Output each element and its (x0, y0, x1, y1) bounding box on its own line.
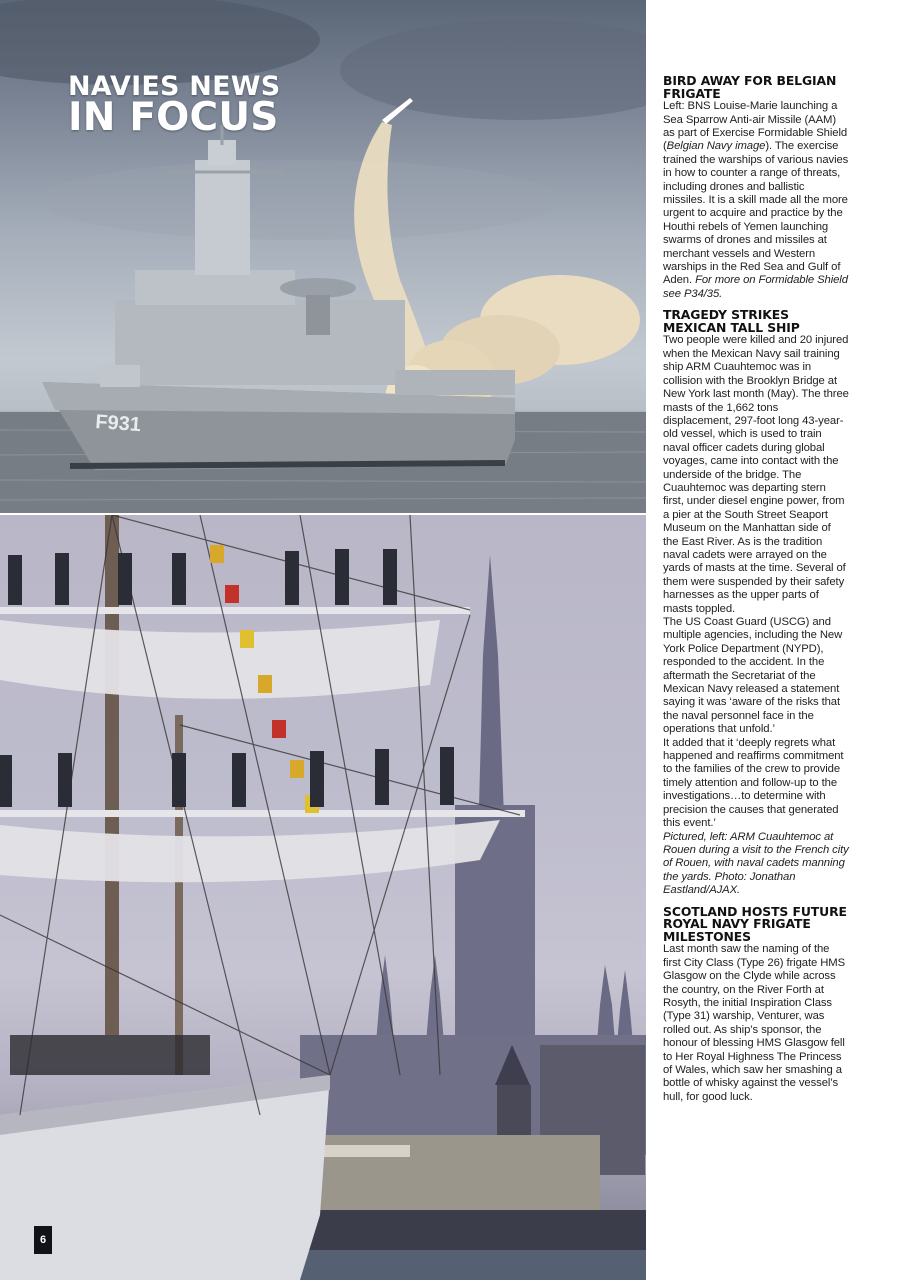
cross-reference: For more on Formidable Shield see P34/35. (663, 274, 848, 300)
masthead-line-2: IN FOCUS (68, 95, 279, 140)
news-column (663, 75, 849, 1112)
story-headline: TRAGEDY STRIKES MEXICAN TALL SHIP (663, 307, 800, 335)
story-paragraph: Last month saw the naming of the first City Class (Type 26) frigate HMS Glasgow on the Clyde while across the country, on the River Forth at Rosyth, the initial Inspiration Class (Type 31) warship, Venturer, was rolled out. As ship’s sponsor, the honour of blessing HMS Glasgow fell to Her Royal Highness The Princess of Wales, which saw her smashing a bottle of whisky against the vessel’s hull, for good luck. (663, 943, 846, 1103)
frigate-missile-photo (0, 0, 646, 513)
story-headline: SCOTLAND HOSTS FUTURE ROYAL NAVY FRIGATE MILESTONES (663, 903, 847, 944)
tall-ship-illustration (0, 515, 646, 1280)
body-text: Left: BNS Louise-Marie launching a Sea Sparrow Anti-air Missile (AAM) as part of Exercise Formidable Shield ( (663, 100, 848, 153)
caption-text: Pictured, left: ARM Cuauhtemoc at Rouen during a visit to the French city of Rouen, with naval cadets manning the yards. Photo: Jonathan Eastland/AJAX. (663, 830, 849, 897)
story-belgian-frigate (663, 75, 849, 301)
story-headline: BIRD AWAY FOR BELGIAN FRIGATE (663, 73, 837, 101)
story-body (663, 100, 849, 301)
story-paragraph: Two people were killed and 20 injured when the Mexican Navy sail training ship ARM Cuauhtemoc was in collision with the Brooklyn Bridge at New York last month (May). The three masts of the 1,662 tons displacement, 297-foot long 43-year-old vessel, which is used to train naval officer cadets during global voyages, came into contact with the underside of the bridge. The Cuauhtemoc was departing stern first, under diesel engine power, from a pier at the South Street Seaport Museum on the Manhattan side of the East River. As is the tradition naval cadets were arrayed on the yards of masts at the time. Several of them were suspended by their safety harnesses as the upper parts of masts toppled. (663, 334, 849, 615)
story-paragraph: It added that it ‘deeply regrets what happened and reaffirms commitment to the families of the crew to provide timely attention and follow-up to the investigations…to determine with precision the causes that generated this event.’ (663, 736, 844, 830)
page-masthead (68, 71, 281, 140)
tall-ship-photo (0, 515, 646, 1280)
image-credit: Belgian Navy image (666, 140, 766, 153)
masthead-line-1: NAVIES NEWS (68, 71, 281, 102)
body-text: ). The exercise trained the warships of various navies in how to counter a range of threats, including drones and ballistic missiles. It is a skill made all the more urgent to acquire and practice by the Houthi rebels of Yemen launching swarms of drones and missiles at merchant vessels and Western warships in the Red Sea and Gulf of Aden. (663, 140, 849, 287)
story-scotland-frigates (663, 903, 849, 1105)
photo-caption (663, 831, 849, 898)
page-number: 6 (34, 1226, 52, 1254)
hull-number: F931 (94, 411, 142, 437)
story-mexican-tall-ship (663, 309, 849, 897)
story-paragraph: The US Coast Guard (USCG) and multiple agencies, including the New York Police Department (NYPD), responded to the accident. In the aftermath the Secretariat of the Mexican Navy released a statement saying it was ‘aware of the risks that the naval personnel face in the operations that unfold.’ (663, 616, 843, 736)
